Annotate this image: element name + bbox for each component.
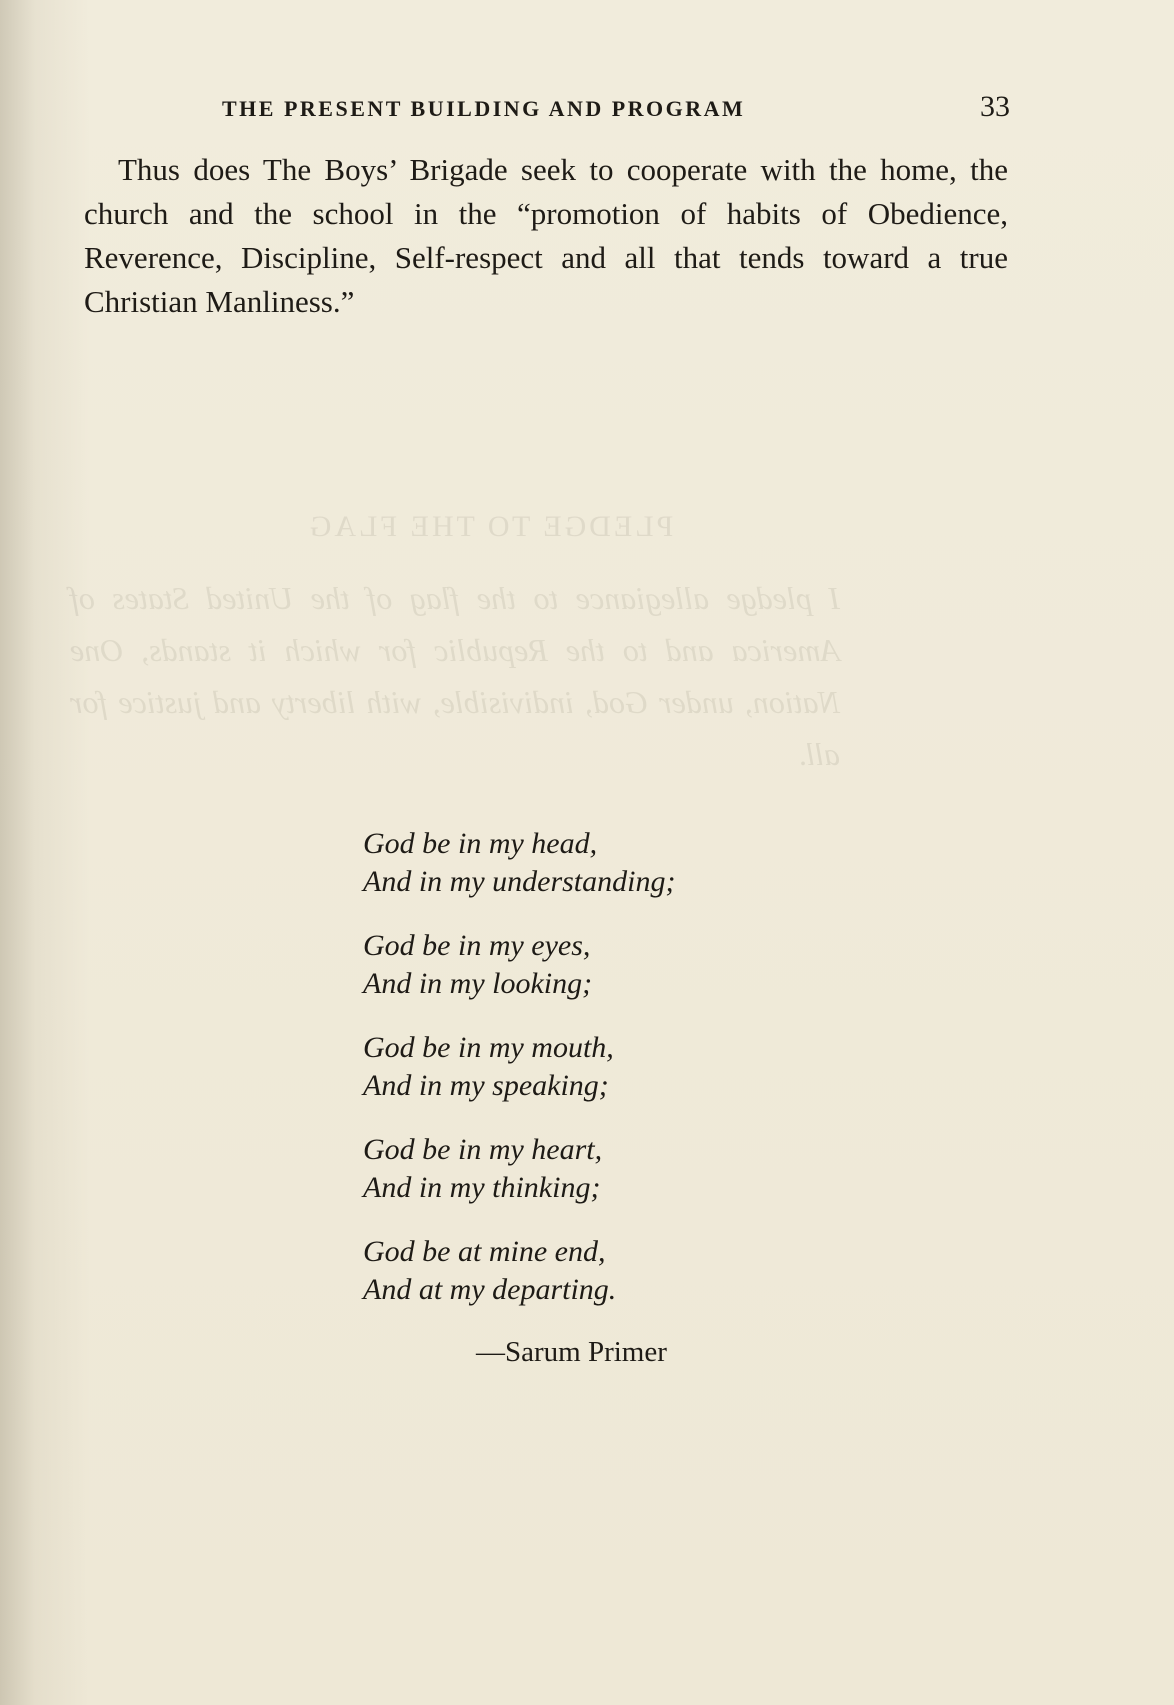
- poem-line: God be at mine end,: [363, 1235, 606, 1268]
- poem-line: God be in my heart,: [363, 1133, 603, 1166]
- poem-stanza: [363, 927, 883, 1003]
- poem: [363, 825, 883, 1335]
- poem-stanza: [363, 1131, 883, 1207]
- bleed-through-text: [70, 510, 910, 780]
- poem-stanza: [363, 1029, 883, 1105]
- poem-line: God be in my eyes,: [363, 929, 591, 962]
- poem-line: And in my thinking;: [363, 1171, 601, 1204]
- poem-line: God be in my mouth,: [363, 1031, 614, 1064]
- poem-line: And in my looking;: [363, 967, 593, 1000]
- poem-line: God be in my head,: [363, 827, 598, 860]
- page-number: 33: [980, 90, 1010, 123]
- poem-line: And in my understanding;: [363, 865, 676, 898]
- poem-attribution: —Sarum Primer: [476, 1336, 667, 1368]
- bleed-through-title: PLEDGE TO THE FLAG: [306, 510, 674, 543]
- running-head: THE PRESENT BUILDING AND PROGRAM: [222, 96, 746, 121]
- poem-stanza: [363, 1233, 883, 1309]
- poem-line: And in my speaking;: [363, 1069, 609, 1102]
- poem-stanza: [363, 825, 883, 901]
- bleed-through-pledge: I pledge allegiance to the flag of the United States of America and to the Republic for which it stands, One Nation, under God, indivisible, with liberty and justice for all.: [70, 580, 840, 772]
- poem-line: And at my departing.: [363, 1273, 617, 1306]
- body-paragraph: Thus does The Boys’ Brigade seek to cooperate with the home, the church and the school in the “promotion of habits of Obedience, Reverence, Discipline, Self-respect and all that tends toward a true Christian Manliness.”: [84, 152, 1008, 319]
